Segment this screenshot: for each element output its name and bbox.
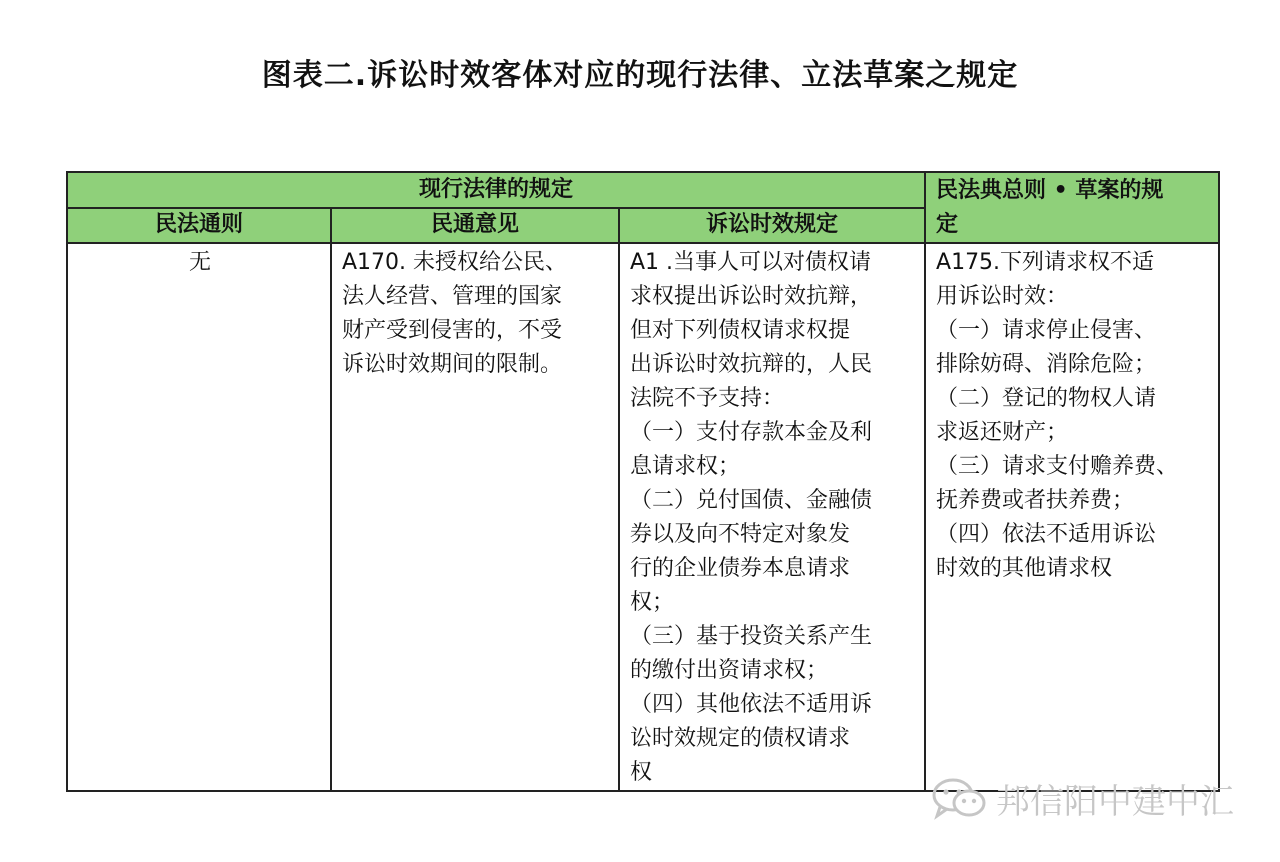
cell-line: 出诉讼时效抗辩的，人民 [630, 352, 873, 377]
cell-line: （四）其他依法不适用诉 [630, 692, 873, 717]
document-title: 图表二.诉讼时效客体对应的现行法律、立法草案之规定 [261, 58, 1019, 93]
cell-line: （四）依法不适用诉讼 [936, 522, 1157, 547]
cell-limitation-rules [619, 243, 925, 791]
draft-code-header [925, 172, 1219, 243]
cell-line: 财产受到侵害的，不受 [342, 318, 563, 343]
cell-line: 的缴付出资请求权； [630, 658, 829, 683]
column-header-general-principles: 民法通则 [67, 208, 331, 244]
cell-line: 券以及向不特定对象发 [630, 522, 851, 547]
cell-line: 时效的其他请求权 [936, 556, 1113, 581]
cell-line: （三）基于投资关系产生 [630, 624, 873, 649]
cell-line: 法人经营、管理的国家 [342, 284, 563, 309]
watermark [930, 774, 1234, 823]
cell-line: 行的企业债券本息请求 [630, 556, 851, 581]
draft-header-line: 民法典总则 • 草案的规 [936, 178, 1164, 203]
law-comparison-table [66, 171, 1220, 792]
cell-line: 抚养费或者扶养费； [936, 488, 1135, 513]
cell-line: 但对下列债权请求权提 [630, 318, 851, 343]
wechat-icon [930, 777, 988, 821]
cell-line: 权 [630, 760, 653, 785]
cell-line: 求权提出诉讼时效抗辩， [630, 284, 873, 309]
cell-line: （二）兑付国债、金融债 [630, 488, 873, 513]
cell-line: 息请求权； [630, 454, 741, 479]
cell-line: （二）登记的物权人请 [936, 386, 1157, 411]
cell-line: 求返还财产； [936, 420, 1069, 445]
header-row-1 [67, 172, 1219, 208]
cell-line: 权； [630, 590, 675, 615]
cell-line: A1 .当事人可以对债权请 [630, 250, 872, 275]
cell-draft-code [925, 243, 1219, 791]
cell-line: A175.下列请求权不适 [936, 250, 1155, 275]
cell-line: 讼时效规定的债权请求 [630, 726, 851, 751]
content-row [67, 243, 1219, 791]
cell-opinions [331, 243, 619, 791]
cell-line: （一）请求停止侵害、 [936, 318, 1157, 343]
column-header-limitation-rules: 诉讼时效规定 [619, 208, 925, 244]
cell-general-principles [67, 243, 331, 791]
watermark-text: 邦信阳中建中汇 [996, 782, 1234, 822]
cell-line: 用诉讼时效： [936, 284, 1069, 309]
cell-line: 法院不予支持： [630, 386, 785, 411]
cell-line: A170. 未授权给公民、 [342, 250, 568, 275]
column-header-opinions: 民通意见 [331, 208, 619, 244]
current-law-header: 现行法律的规定 [67, 172, 925, 208]
draft-header-line: 定 [936, 212, 959, 237]
cell-line: （一）支付存款本金及利 [630, 420, 873, 445]
cell-line: （三）请求支付赡养费、 [936, 454, 1179, 479]
cell-line: 无 [188, 250, 211, 275]
cell-line: 排除妨碍、消除危险； [936, 352, 1157, 377]
cell-line: 诉讼时效期间的限制。 [342, 352, 563, 377]
